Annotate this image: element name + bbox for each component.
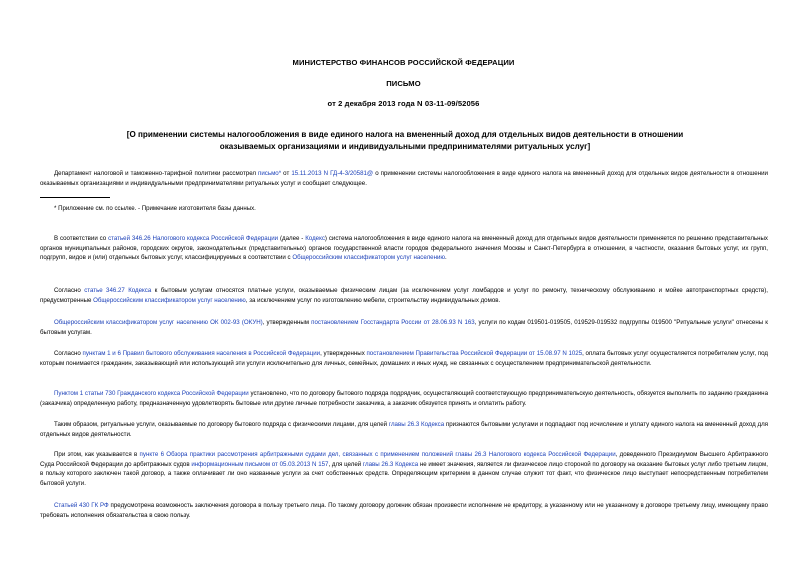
p8-text-3: , для целей (328, 460, 363, 468)
chapter-26-3-link[interactable]: главы 26.3 Кодекса (388, 421, 445, 428)
paragraph-5 (40, 349, 768, 368)
p5-text-3: , оплата бытовых услуг осуществляется потребителем услуг, под которым понимается гражданин, заказывающий или использующий эти услуги исключительно для личных, семейных, домашних и иных нужд, не связанных с осуществлением предпринимательской деятельности. (40, 350, 768, 367)
p5-text-2: , утвержденных (320, 350, 367, 357)
chapter-26-3-link-2[interactable]: главы 26.3 Кодекса (362, 460, 419, 468)
p1-text-1: Департамент налоговой и таможенно-тарифной политики рассмотрел (54, 170, 259, 177)
code-link[interactable]: Кодекс (305, 235, 325, 242)
p8-text-2: , доведенного Президиумом Высшего Арбитражного Суда Российской Федерации до арбитражных судов (40, 451, 769, 468)
paragraph-9 (40, 501, 768, 520)
footnote-divider (40, 197, 110, 198)
p1-text-3: о применении системы налогообложения в виде единого налога на вмененный доход для отдельных видов деятельности в отношении оказываемых организациями и индивидуальными предпринимателями ритуальных услуг и сообщает следующее. (40, 170, 768, 187)
p1-text-2: от (281, 170, 292, 177)
classifier-link[interactable]: Общероссийским классификатором услуг населению (292, 254, 445, 262)
document-type-heading: ПИСЬМО (386, 79, 421, 88)
arbitration-review-link[interactable]: пункте 6 Обзора практики рассмотрения арбитражными судами дел, связанных с применением положений главы 26.3 Налогового кодекса Российской Федерации (139, 451, 616, 458)
article-346-27-link[interactable]: статье 346.27 Кодекса (84, 287, 152, 294)
paragraph-3 (40, 286, 768, 305)
gosstandart-resolution-link[interactable]: постановлением Госстандарта России от 28.06.93 N 163 (311, 319, 475, 326)
tax-code-article-link[interactable]: статьей 346.26 Налогового кодекса Российской Федерации (108, 235, 279, 242)
p2-text-2: (далее - (278, 235, 306, 242)
classifier-link-2[interactable]: Общероссийским классификатором услуг населению (93, 296, 246, 304)
paragraph-6 (40, 389, 768, 408)
p5-text-1: Согласно (54, 350, 83, 357)
ministry-heading: МИНИСТЕРСТВО ФИНАНСОВ РОССИЙСКОЙ ФЕДЕРАЦИИ (292, 58, 515, 67)
paragraph-4 (40, 318, 768, 337)
letter-date-link[interactable]: 15.11.2013 N ГД-4-3/20581@ (291, 170, 374, 177)
information-letter-link[interactable]: информационным письмом от 05.03.2013 N 157 (191, 460, 329, 468)
p4-text-1: , утвержденным (262, 319, 312, 326)
service-rules-link[interactable]: пунктам 1 и 6 Правил бытового обслуживания населения в Российской Федерации (82, 350, 321, 357)
p2-text-1: В соответствии со (54, 235, 109, 242)
footnote: * Приложение см. по ссылке. - Примечание изготовителя базы данных. (54, 205, 256, 212)
p3-text-3: , за исключением услуг по изготовлению мебели, строительству индивидуальных домов. (245, 296, 501, 304)
p2-text-4: . (445, 254, 447, 262)
paragraph-7 (40, 420, 768, 439)
p3-text-2: к бытовым услугам относятся платные услуги, оказываемые физическим лицам (за исключением услуг ломбардов и услуг по ремонту, техническому обслуживанию и мойке автотранспортных средств), предусмотренные (40, 287, 768, 304)
government-resolution-link[interactable]: постановлением Правительства Российской Федерации от 15.08.97 N 1025 (366, 350, 583, 357)
letter-link[interactable]: письмо* (258, 170, 282, 177)
p6-text-1: установлено, что по договору бытового подряда подрядчик, осуществляющий соответствующую предпринимательскую деятельность, обязуется выполнить по заданию гражданина (заказчика) определенную работу, предназначенную удовлетворять бытовые или другие личные потребности заказчика, а заказчик обязуется принять и оплатить работу. (40, 390, 768, 407)
p9-text-1: предусмотрена возможность заключения договора в пользу третьего лица. По такому договору должник обязан произвести исполнение не кредитору, а указанному или не указанному в договоре третьему лицу, имеющему право требовать исполнения обязательства в свою пользу. (40, 502, 768, 519)
p8-text-1: При этом, как указывается в (54, 451, 140, 458)
p7-text-2: признаются бытовыми услугами и подпадают под исчисление и уплату единого налога на вмененный доход для отдельных видов деятельности. (40, 421, 768, 438)
paragraph-1 (40, 169, 768, 188)
document-subject: [О применении системы налогообложения в виде единого налога на вмененный доход для отдельных видов деятельности в отношении оказываемых организациями и индивидуальными предпринимателями ритуальных услуг] (126, 130, 684, 151)
p7-text-1: Таким образом, ритуальные услуги, оказываемые по договору бытового подряда с физическими лицами, для целей (54, 421, 389, 428)
civil-code-article-730-link[interactable]: Пунктом 1 статьи 730 Гражданского кодекса Российской Федерации (54, 390, 249, 397)
paragraph-8 (40, 450, 768, 488)
p3-text-1: Согласно (54, 287, 85, 294)
document-date-number: от 2 декабря 2013 года N 03-11-09/52056 (327, 99, 480, 108)
okun-link[interactable]: Общероссийским классификатором услуг населению ОК 002-93 (ОКУН) (54, 319, 263, 326)
civil-code-article-430-link[interactable]: Статьей 430 ГК РФ (54, 502, 109, 509)
p8-text-4: не имеет значения, является ли физическое лицо стороной по договору на оказание бытовых услуг либо третьим лицом, в пользу которого заключен такой договор, а также оплачивает ли оно названные услуги за счет собственных средств. Определяющим критерием в данном случае служит тот факт, что физическое лицо выступает непосредственным потребителем бытовой услуги. (40, 460, 768, 487)
p2-text-3: ) система налогообложения в виде единого налога на вмененный доход для отдельных видов деятельности применяется по решению представительных органов муниципальных районов, городских округов, законодательных (представительных) органов государственной власти городов федерального значения Москвы и Санкт-Петербурга в отношении, в частности, оказания бытовых услуг, их групп, подгрупп, видов и (или) отдельных бытовых услуг, классифицируемых в соответствии с (40, 235, 769, 262)
paragraph-2 (40, 234, 768, 263)
p4-text-2: , услуги по кодам 019501-019505, 019529-019532 подгруппы 019500 "Ритуальные услуги" отнесены к бытовым услугам. (40, 319, 768, 336)
